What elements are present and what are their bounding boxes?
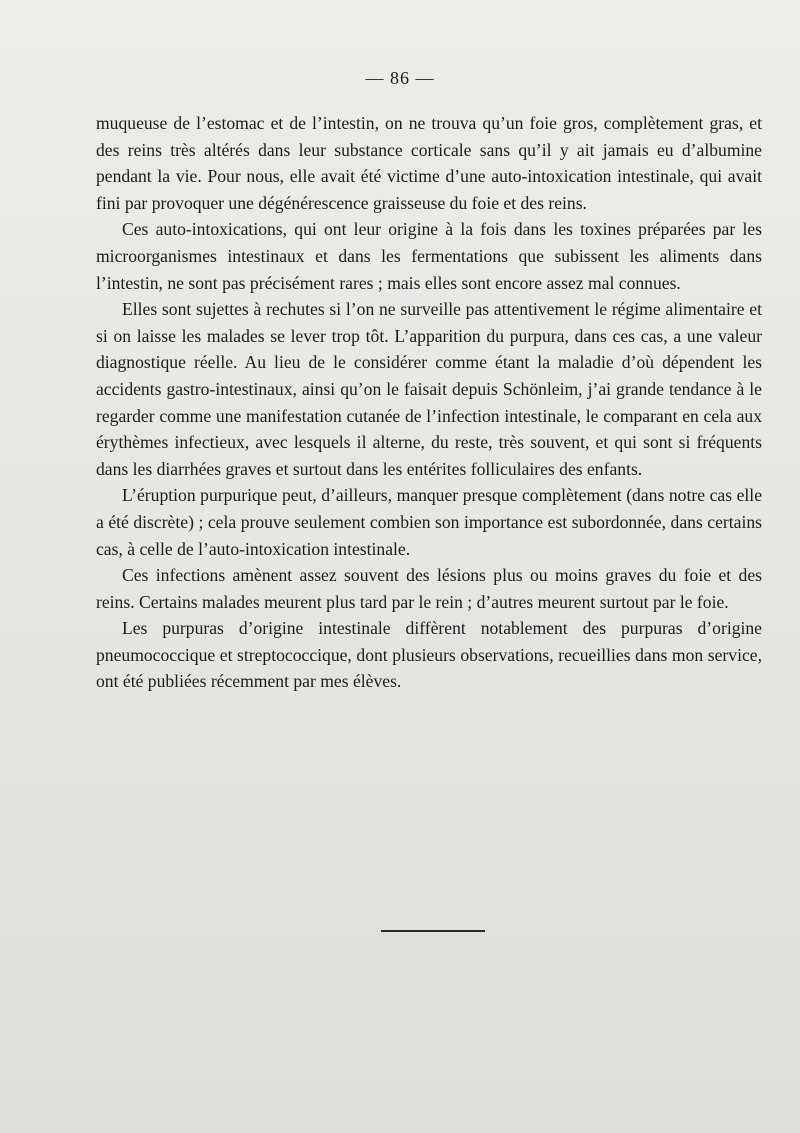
page-number: — 86 — [365, 68, 435, 88]
body-text [96, 110, 762, 695]
paragraph-5: Ces infections amènent assez souvent des lésions plus ou moins graves du foie et des reins. Certains malades meurent plus tard par le rein ; d’autres meurent surtout par le foie. [96, 565, 762, 612]
paragraph-4: L’éruption purpurique peut, d’ailleurs, manquer presque complètement (dans notre cas elle a été discrète) ; cela prouve seulement combien son importance est subordonnée, dans certains cas, à celle de l’auto-intoxication intestinale. [96, 485, 762, 559]
paragraph-2: Ces auto-intoxications, qui ont leur origine à la fois dans les toxines préparées par les microorganismes intestinaux et dans les fermentations que subissent les aliments dans l’intestin, ne sont pas précisément rares ; mais elles sont encore assez mal connues. [96, 219, 762, 293]
paragraph-6: Les purpuras d’origine intestinale diffèrent notablement des purpuras d’origine pneumococcique et streptococcique, dont plusieurs observations, recueillies dans mon service, ont été publiées récemment par mes élèves. [96, 618, 762, 692]
section-end-rule [381, 930, 485, 932]
paragraph-3: Elles sont sujettes à rechutes si l’on ne surveille pas attentivement le régime alimentaire et si on laisse les malades se lever trop tôt. L’apparition du purpura, dans ces cas, a une valeur diagnostique réelle. Au lieu de le considérer comme étant la maladie d’où dépendent les accidents gastro-intestinaux, ainsi qu’on le faisait depuis Schönleim, j’ai grande tendance à le regarder comme une manifestation cutanée de l’infection intestinale, le comparant en cela aux érythèmes infectieux, avec lesquels il alterne, du reste, très souvent, et qui sont si fréquents dans les diarrhées graves et surtout dans les entérites folliculaires des enfants. [96, 299, 762, 479]
paragraph-1: muqueuse de l’estomac et de l’intestin, on ne trouva qu’un foie gros, complètement gras, et des reins très altérés dans leur substance corticale sans qu’il y ait jamais eu d’albumine pendant la vie. Pour nous, elle avait été victime d’une auto-intoxication intestinale, qui avait fini par provoquer une dégénérescence graisseuse du foie et des reins. [96, 113, 762, 213]
